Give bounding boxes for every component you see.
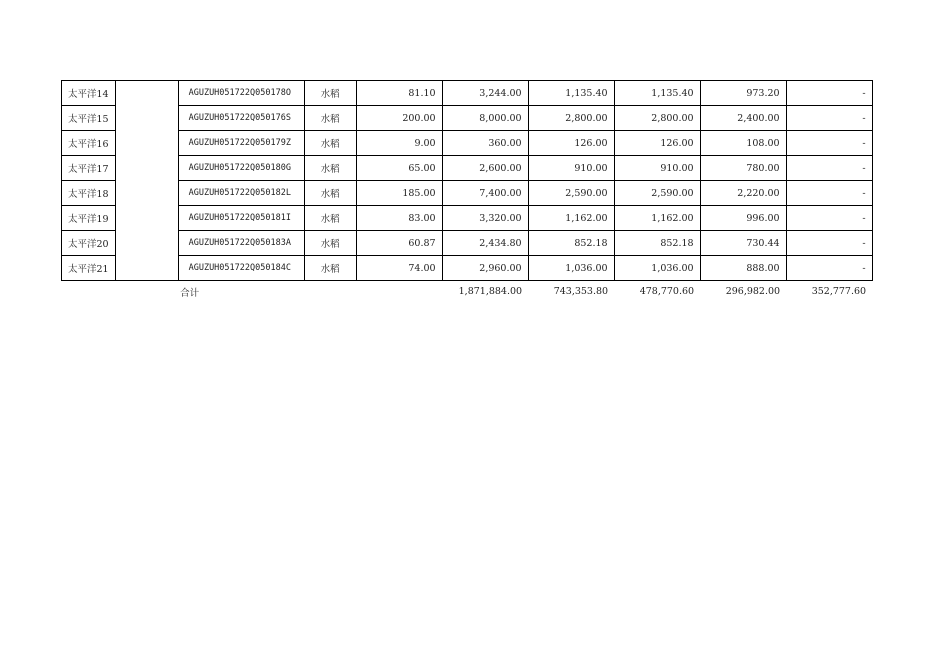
amount-cell-1: 8,000.00: [442, 106, 528, 131]
amount-cell-5: -: [786, 256, 872, 281]
amount-cell-3: 852.18: [614, 231, 700, 256]
crop-cell: 水稻: [304, 81, 356, 106]
total-amount-2: 743,353.80: [553, 286, 609, 298]
name-cell: 太平洋15: [62, 106, 116, 131]
total-row: [62, 281, 873, 303]
total-amount-1: 1,871,884.00: [458, 286, 523, 298]
code-cell: AGUZUH051722Q050181I: [178, 206, 304, 231]
name-cell: 太平洋16: [62, 131, 116, 156]
amount-cell-4: 780.00: [700, 156, 786, 181]
crop-cell: 水稻: [304, 206, 356, 231]
amount-cell-3: 2,800.00: [614, 106, 700, 131]
amount-cell-2: 2,800.00: [528, 106, 614, 131]
amount-cell-4: 730.44: [700, 231, 786, 256]
amount-cell-5: -: [786, 206, 872, 231]
amount-cell-1: 2,600.00: [442, 156, 528, 181]
amount-cell-5: -: [786, 106, 872, 131]
amount-cell-1: 3,244.00: [442, 81, 528, 106]
crop-cell: 水稻: [304, 256, 356, 281]
total-amount-3: 478,770.60: [639, 286, 695, 298]
total-amount-5: 352,777.60: [811, 286, 867, 298]
amount-cell-3: 1,162.00: [614, 206, 700, 231]
table-row: [62, 106, 873, 131]
table-row: [62, 156, 873, 181]
amount-cell-4: 2,220.00: [700, 181, 786, 206]
table-row: [62, 206, 873, 231]
amount-cell-1: 7,400.00: [442, 181, 528, 206]
crop-cell: 水稻: [304, 156, 356, 181]
amount-cell-2: 2,590.00: [528, 181, 614, 206]
area-cell: 65.00: [356, 156, 442, 181]
code-cell: AGUZUH051722Q050176S: [178, 106, 304, 131]
code-cell: AGUZUH051722Q050183A: [178, 231, 304, 256]
total-amount-4: 296,982.00: [725, 286, 781, 298]
code-cell: AGUZUH051722Q050178O: [178, 81, 304, 106]
area-cell: 185.00: [356, 181, 442, 206]
amount-cell-4: 996.00: [700, 206, 786, 231]
name-cell: 太平洋14: [62, 81, 116, 106]
amount-cell-3: 1,036.00: [614, 256, 700, 281]
amount-cell-5: -: [786, 156, 872, 181]
code-cell: AGUZUH051722Q050180G: [178, 156, 304, 181]
amount-cell-2: 1,036.00: [528, 256, 614, 281]
amount-cell-4: 108.00: [700, 131, 786, 156]
crop-cell: 水稻: [304, 181, 356, 206]
total-label: 合计: [180, 287, 200, 299]
amount-cell-4: 2,400.00: [700, 106, 786, 131]
crop-cell: 水稻: [304, 131, 356, 156]
amount-cell-5: -: [786, 131, 872, 156]
amount-cell-1: 360.00: [442, 131, 528, 156]
code-cell: AGUZUH051722Q050184C: [178, 256, 304, 281]
area-cell: 83.00: [356, 206, 442, 231]
code-cell: AGUZUH051722Q050182L: [178, 181, 304, 206]
code-cell: AGUZUH051722Q050179Z: [178, 131, 304, 156]
amount-cell-2: 1,162.00: [528, 206, 614, 231]
area-cell: 81.10: [356, 81, 442, 106]
amount-cell-5: -: [786, 181, 872, 206]
group-cell: [115, 81, 178, 281]
name-cell: 太平洋20: [62, 231, 116, 256]
amount-cell-2: 126.00: [528, 131, 614, 156]
amount-cell-3: 126.00: [614, 131, 700, 156]
data-table: [61, 80, 873, 303]
amount-cell-2: 910.00: [528, 156, 614, 181]
amount-cell-1: 3,320.00: [442, 206, 528, 231]
area-cell: 9.00: [356, 131, 442, 156]
area-cell: 74.00: [356, 256, 442, 281]
table-row: [62, 231, 873, 256]
crop-cell: 水稻: [304, 231, 356, 256]
name-cell: 太平洋18: [62, 181, 116, 206]
amount-cell-1: 2,960.00: [442, 256, 528, 281]
table-row: [62, 256, 873, 281]
name-cell: 太平洋21: [62, 256, 116, 281]
table-row: [62, 81, 873, 106]
name-cell: 太平洋17: [62, 156, 116, 181]
crop-cell: 水稻: [304, 106, 356, 131]
amount-cell-2: 1,135.40: [528, 81, 614, 106]
amount-cell-5: -: [786, 231, 872, 256]
area-cell: 60.87: [356, 231, 442, 256]
amount-cell-4: 888.00: [700, 256, 786, 281]
name-cell: 太平洋19: [62, 206, 116, 231]
table-row: [62, 131, 873, 156]
amount-cell-3: 1,135.40: [614, 81, 700, 106]
amount-cell-5: -: [786, 81, 872, 106]
amount-cell-3: 910.00: [614, 156, 700, 181]
amount-cell-3: 2,590.00: [614, 181, 700, 206]
amount-cell-2: 852.18: [528, 231, 614, 256]
table-row: [62, 181, 873, 206]
area-cell: 200.00: [356, 106, 442, 131]
amount-cell-1: 2,434.80: [442, 231, 528, 256]
amount-cell-4: 973.20: [700, 81, 786, 106]
